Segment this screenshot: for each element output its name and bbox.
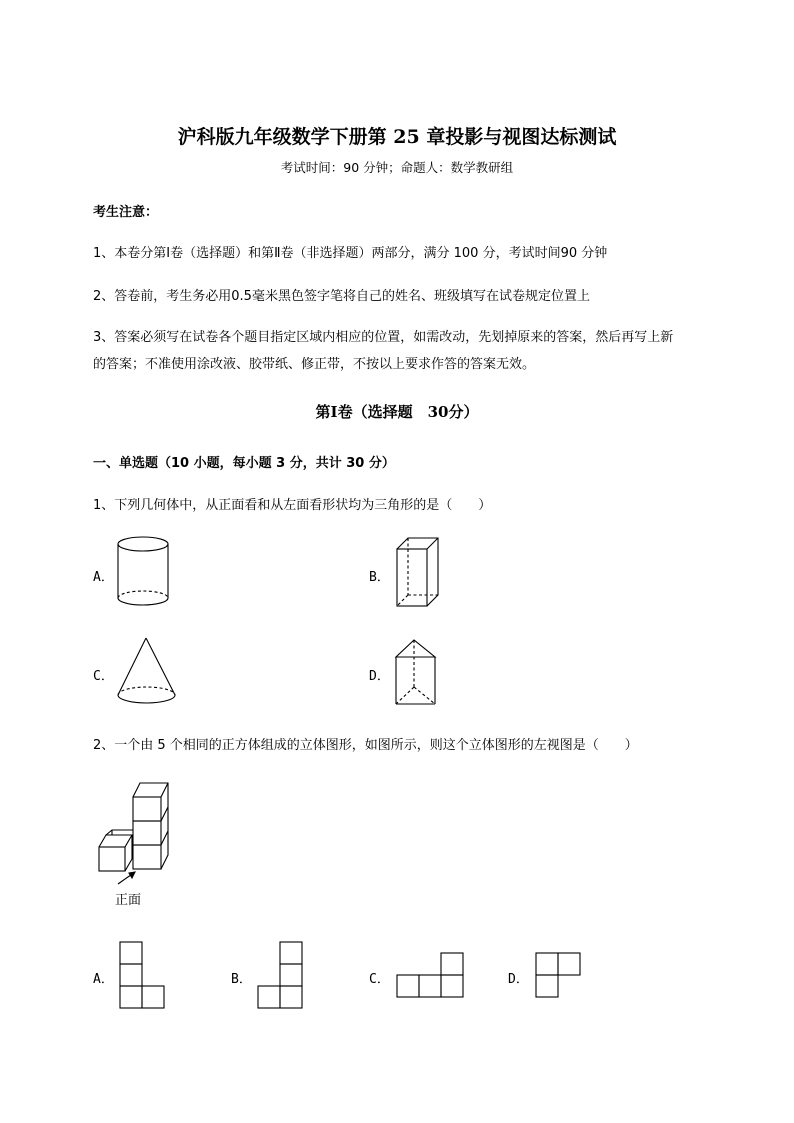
- cone-figure: [115, 636, 180, 711]
- notice-item-1: 1、本卷分第Ⅰ卷（选择题）和第Ⅱ卷（非选择题）两部分，满分 100 分，考试时间90 分钟: [93, 246, 608, 261]
- view-option-d-figure: [535, 952, 581, 998]
- q1-option-b-label[interactable]: B．: [369, 570, 390, 585]
- q1-option-d-label[interactable]: D．: [369, 669, 390, 684]
- cube-stack-figure: [95, 780, 175, 890]
- view-option-c-figure: [396, 952, 464, 998]
- question-2-stem: 2、一个由 5 个相同的正方体组成的立体图形，如图所示，则这个立体图形的左视图是（ ）: [93, 738, 638, 753]
- view-option-b-figure: [257, 941, 303, 1009]
- notice-item-3-line-1: 3、答案必须写在试卷各个题目指定区域内相应的位置，如需改动，先划掉原来的答案，然后再写上新: [93, 330, 674, 345]
- q2-option-d-label[interactable]: D．: [508, 972, 529, 987]
- section-title: 第Ⅰ卷（选择题 30分）: [315, 403, 479, 421]
- q2-option-b-label[interactable]: B．: [231, 972, 252, 987]
- q2-option-c-label[interactable]: C．: [369, 972, 390, 987]
- q2-option-a-label[interactable]: A．: [93, 972, 114, 987]
- question-1-stem: 1、下列几何体中，从正面看和从左面看形状均为三角形的是（ ）: [93, 498, 492, 513]
- notice-item-2: 2、答卷前，考生务必用0.5毫米黑色签字笔将自己的姓名、班级填写在试卷规定位置上: [93, 289, 590, 304]
- notice-item-3-line-2: 的答案；不准使用涂改液、胶带纸、修正带，不按以上要求作答的答案无效。: [93, 357, 536, 372]
- front-label: 正面: [115, 893, 142, 908]
- cylinder-figure: [115, 534, 175, 614]
- notice-heading: 考生注意：: [93, 205, 159, 220]
- cuboid-figure: [393, 535, 443, 610]
- part-heading: 一、单选题（10 小题，每小题 3 分，共计 30 分）: [93, 456, 395, 471]
- exam-info: 考试时间：90 分钟；命题人：数学教研组: [280, 160, 514, 175]
- q1-option-a-label[interactable]: A．: [93, 570, 114, 585]
- triangular-prism-figure: [393, 636, 443, 711]
- view-option-a-figure: [119, 941, 165, 1009]
- page-title: 沪科版九年级数学下册第 25 章投影与视图达标测试: [177, 126, 617, 148]
- q1-option-c-label[interactable]: C．: [93, 669, 114, 684]
